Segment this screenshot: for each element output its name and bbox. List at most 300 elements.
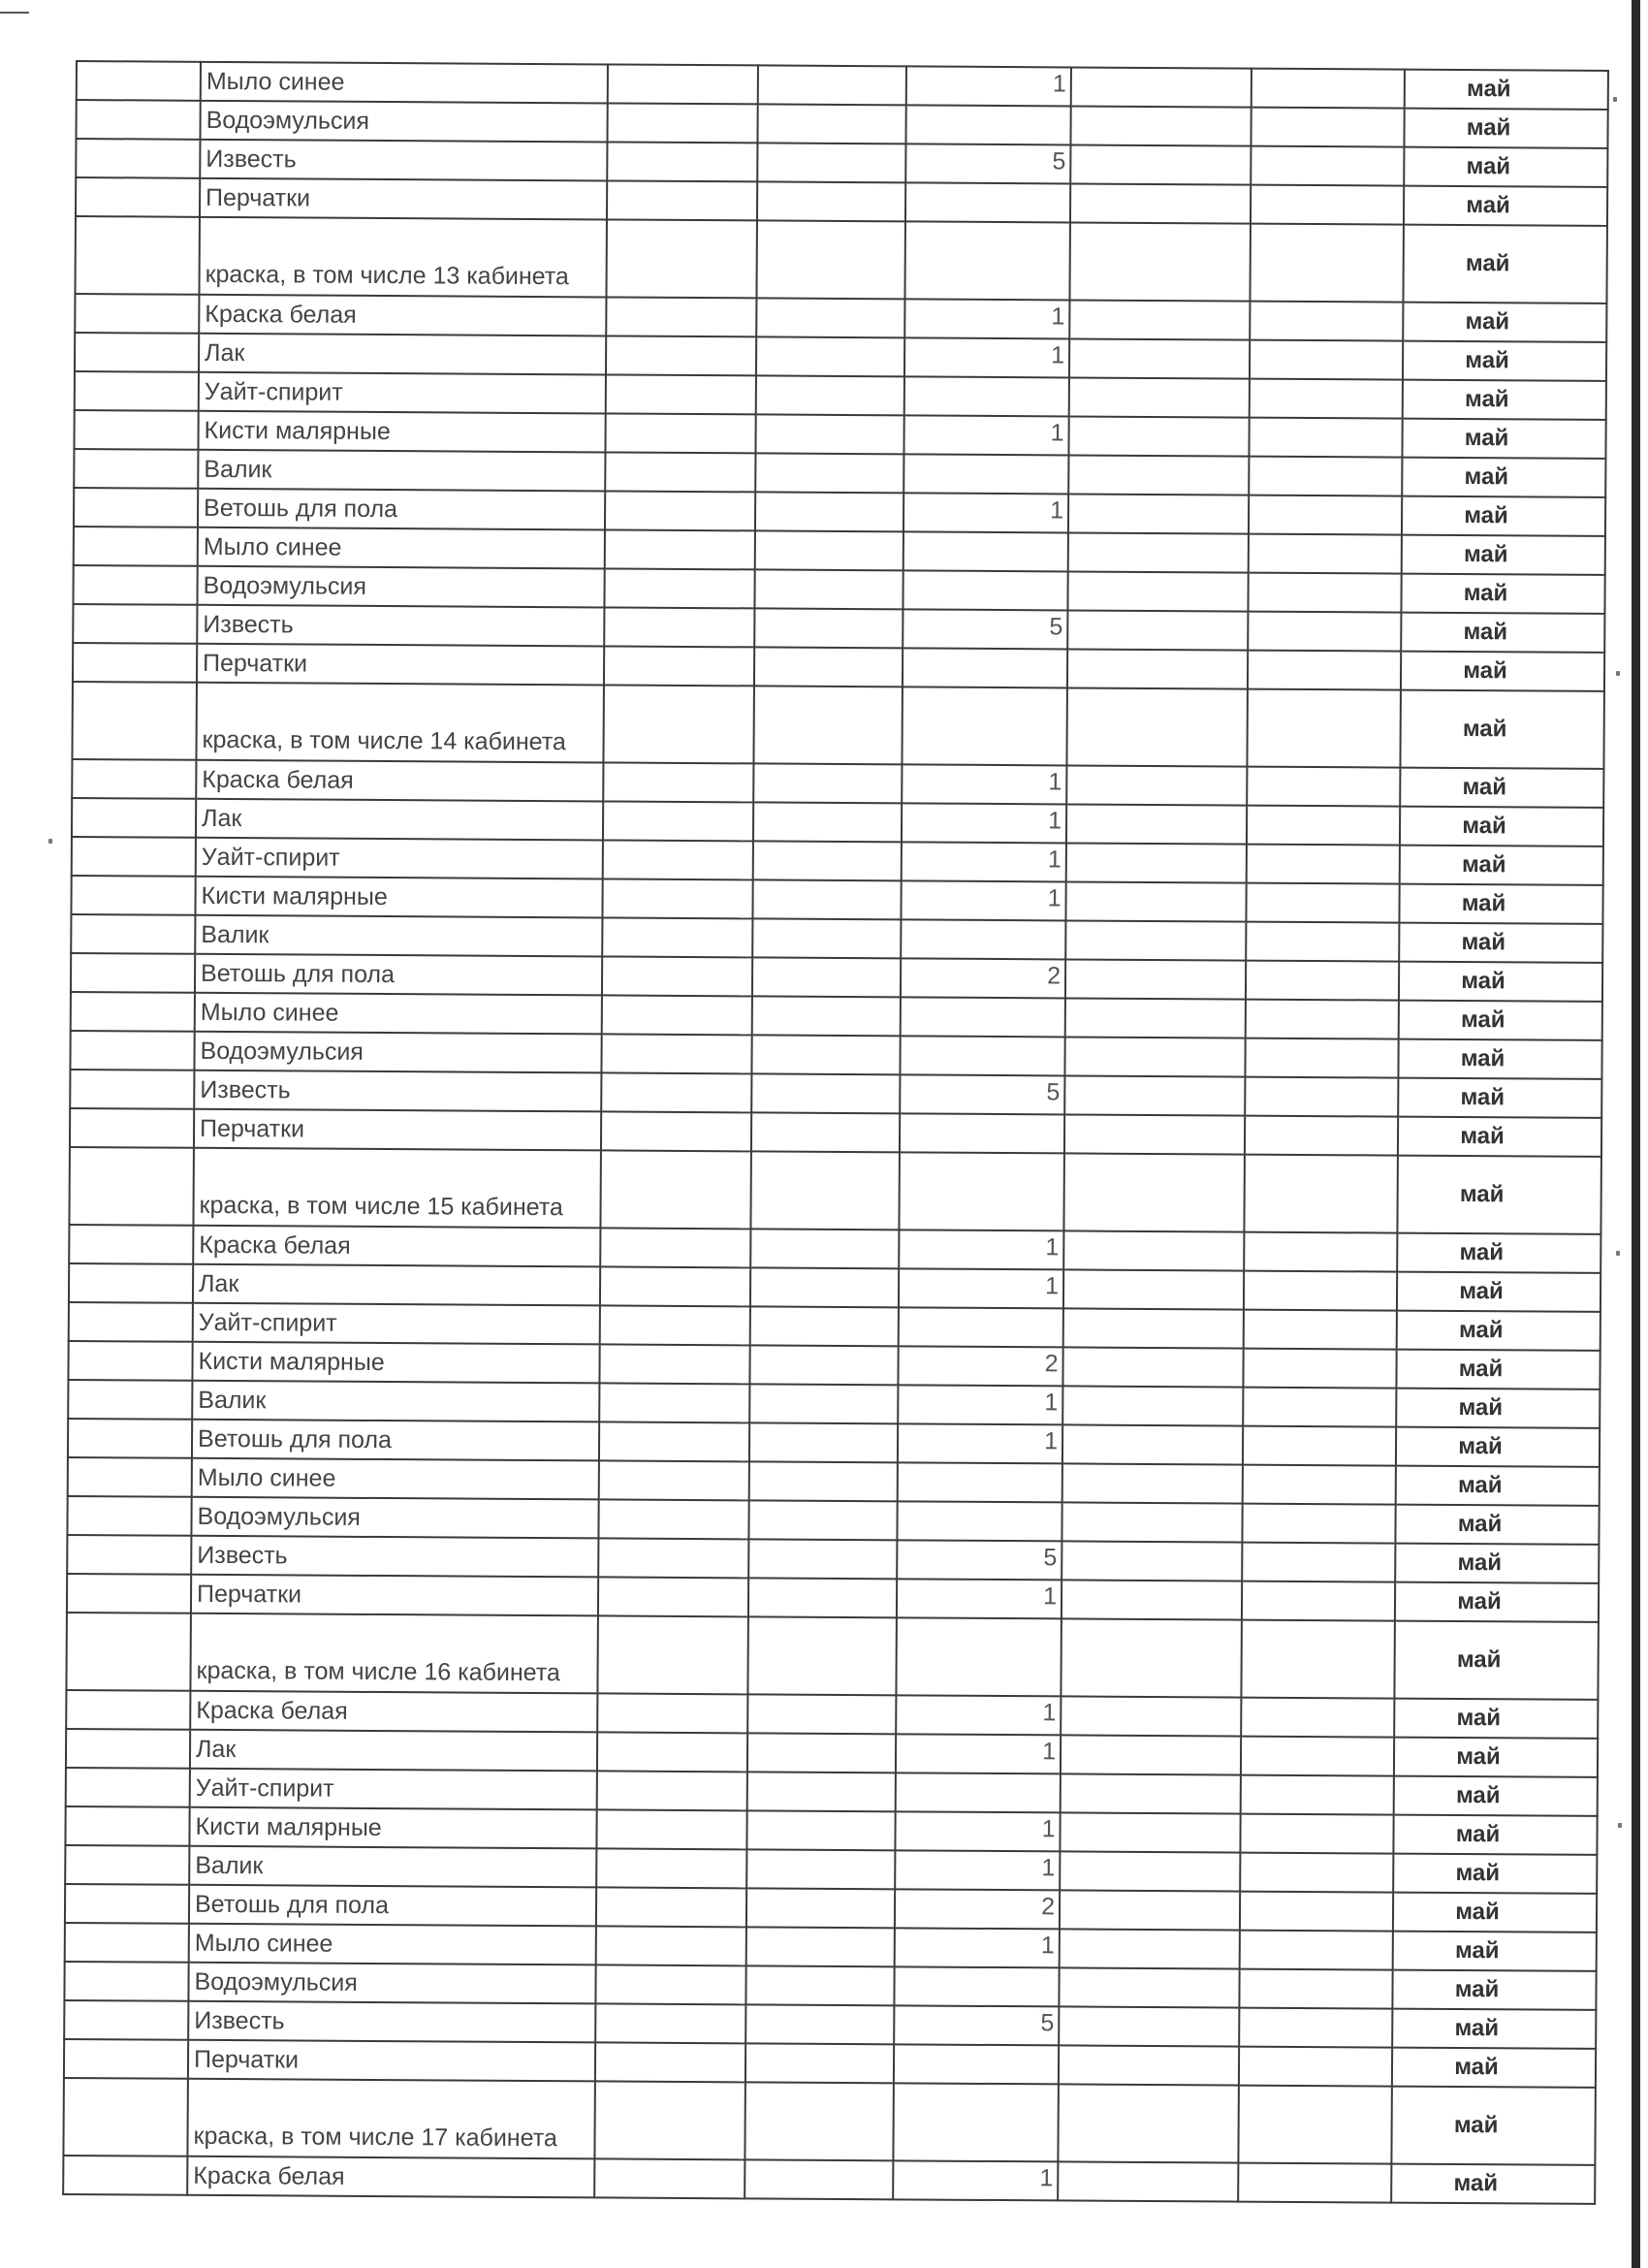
month-cell: май <box>1396 1389 1600 1428</box>
item-name-cell: Краска белая <box>190 1691 597 1733</box>
month-cell: май <box>1401 613 1604 653</box>
empty-cell <box>1246 883 1399 923</box>
quantity-cell <box>894 2044 1059 2084</box>
month-cell: май <box>1405 70 1608 110</box>
empty-cell <box>1066 765 1247 805</box>
month-cell: май <box>1403 380 1606 420</box>
item-name-cell: Уайт-спирит <box>196 838 603 879</box>
empty-cell <box>1060 1851 1240 1891</box>
month-cell: май <box>1393 1854 1597 1894</box>
table-row <box>72 682 1603 769</box>
empty-cell <box>599 1460 749 1500</box>
empty-cell <box>596 1848 746 1888</box>
empty-cell <box>1244 1271 1397 1311</box>
number-cell <box>72 798 196 838</box>
empty-cell <box>594 2081 745 2159</box>
empty-cell <box>747 1616 896 1695</box>
empty-cell <box>1241 1620 1394 1699</box>
empty-cell <box>745 2159 893 2199</box>
empty-cell <box>750 1267 899 1307</box>
empty-cell <box>755 453 903 493</box>
month-cell: май <box>1398 1039 1601 1079</box>
item-name-cell: Водоэмульсия <box>194 1032 601 1073</box>
month-cell: май <box>1403 225 1606 303</box>
empty-cell <box>1240 1892 1393 1932</box>
empty-cell <box>1062 1463 1243 1503</box>
empty-cell <box>606 297 756 336</box>
number-cell <box>68 1341 192 1381</box>
quantity-cell: 2 <box>895 1889 1060 1929</box>
empty-cell <box>1061 1696 1241 1736</box>
item-name-cell: Краска белая <box>196 760 603 802</box>
number-cell <box>65 1845 189 1885</box>
number-cell <box>72 759 196 799</box>
number-cell <box>69 1147 194 1226</box>
empty-cell <box>605 529 755 569</box>
empty-cell <box>1243 1465 1396 1505</box>
empty-cell <box>1063 1153 1244 1231</box>
number-cell <box>63 2078 188 2156</box>
month-cell: май <box>1395 1582 1599 1622</box>
item-name-cell: Валик <box>192 1381 599 1422</box>
table-row <box>69 1147 1600 1234</box>
month-cell: май <box>1392 1970 1596 2010</box>
number-cell <box>70 1108 194 1148</box>
empty-cell <box>594 2158 745 2198</box>
empty-cell <box>1062 1386 1243 1425</box>
empty-cell <box>1069 222 1250 301</box>
empty-cell <box>1244 1310 1397 1350</box>
month-cell: май <box>1404 109 1607 148</box>
empty-cell <box>1240 1931 1393 1970</box>
number-cell <box>76 139 200 178</box>
quantity-cell <box>903 570 1067 610</box>
quantity-cell: 1 <box>899 1268 1063 1308</box>
number-cell <box>67 1535 191 1575</box>
quantity-cell <box>901 997 1065 1037</box>
empty-cell <box>603 685 753 763</box>
empty-cell <box>1071 67 1252 107</box>
empty-cell <box>1068 455 1249 495</box>
empty-cell <box>1247 806 1400 846</box>
empty-cell <box>1249 534 1402 574</box>
item-name-cell: Мыло синее <box>198 527 605 569</box>
empty-cell <box>1251 185 1404 225</box>
empty-cell <box>1066 804 1247 844</box>
empty-cell <box>754 608 903 648</box>
empty-cell <box>1246 922 1399 962</box>
empty-cell <box>746 1888 895 1928</box>
number-cell <box>65 1884 189 1924</box>
empty-cell <box>745 2043 894 2083</box>
month-cell: май <box>1400 768 1603 808</box>
empty-cell <box>1241 1698 1394 1738</box>
item-name-cell: Краска белая <box>187 2156 594 2198</box>
number-cell <box>71 992 195 1032</box>
empty-cell <box>1242 1543 1395 1582</box>
item-name-cell: Перчатки <box>188 2040 595 2082</box>
empty-cell <box>598 1577 748 1616</box>
empty-cell <box>754 569 903 609</box>
quantity-cell <box>894 1966 1059 2006</box>
empty-cell <box>607 180 757 220</box>
month-cell: май <box>1398 1078 1601 1118</box>
quantity-cell: 1 <box>898 1423 1062 1463</box>
number-cell <box>63 2156 187 2195</box>
empty-cell <box>595 1965 745 2004</box>
number-cell <box>71 876 195 915</box>
number-cell <box>74 449 198 489</box>
empty-cell <box>1250 379 1403 419</box>
number-cell <box>76 177 200 217</box>
item-name-cell: Водоэмульсия <box>200 101 607 143</box>
item-name-cell: Мыло синее <box>189 1924 596 1965</box>
empty-cell <box>600 1266 750 1306</box>
empty-cell <box>1241 1737 1394 1776</box>
quantity-cell: 1 <box>901 880 1065 920</box>
empty-cell <box>1242 1504 1395 1544</box>
empty-cell <box>1062 1502 1242 1542</box>
empty-cell <box>752 918 901 958</box>
month-cell: май <box>1402 419 1605 459</box>
empty-cell <box>601 1111 751 1151</box>
quantity-cell: 1 <box>896 1695 1061 1735</box>
month-cell: май <box>1396 1466 1600 1506</box>
empty-cell <box>1061 1735 1241 1774</box>
empty-cell <box>746 1849 895 1889</box>
month-cell: май <box>1394 1776 1598 1816</box>
quantity-cell: 1 <box>896 1734 1061 1773</box>
month-cell: май <box>1399 923 1602 963</box>
materials-sheet <box>62 60 1607 2205</box>
empty-cell <box>745 2082 893 2160</box>
quantity-cell: 2 <box>901 958 1065 998</box>
month-cell: май <box>1398 1117 1601 1157</box>
empty-cell <box>1238 2086 1391 2164</box>
quantity-cell <box>899 1152 1063 1230</box>
quantity-cell <box>896 1617 1061 1696</box>
materials-table <box>62 60 1609 2205</box>
quantity-cell: 5 <box>905 144 1070 183</box>
number-cell <box>72 837 196 877</box>
number-cell <box>69 1225 193 1264</box>
empty-cell <box>752 957 901 997</box>
quantity-cell: 1 <box>895 1928 1060 1967</box>
quantity-cell <box>901 919 1065 959</box>
quantity-cell <box>898 1462 1062 1502</box>
month-cell: май <box>1402 458 1605 497</box>
month-cell: май <box>1395 1544 1599 1583</box>
item-name-cell: краска, в том числе 15 кабинета <box>193 1148 600 1229</box>
month-cell: май <box>1397 1311 1600 1351</box>
item-name-cell: Известь <box>200 140 607 181</box>
empty-cell <box>1239 2047 1392 2087</box>
empty-cell <box>1062 1580 1242 1619</box>
item-name-cell: Ветошь для пола <box>192 1420 599 1461</box>
empty-cell <box>1065 881 1246 921</box>
quantity-cell <box>893 2083 1058 2161</box>
month-cell: май <box>1396 1350 1600 1390</box>
empty-cell <box>757 104 905 144</box>
quantity-cell: 1 <box>895 1811 1060 1851</box>
number-cell <box>72 682 197 760</box>
quantity-cell: 5 <box>897 1540 1062 1580</box>
empty-cell <box>1249 418 1402 458</box>
empty-cell <box>745 2004 894 2044</box>
month-cell: май <box>1404 147 1607 187</box>
empty-cell <box>1061 1773 1241 1813</box>
quantity-cell <box>905 182 1070 222</box>
item-name-cell: Водоэмульсия <box>188 1963 595 2004</box>
empty-cell <box>1241 1775 1394 1815</box>
empty-cell <box>1059 2006 1239 2046</box>
number-cell <box>75 371 199 411</box>
empty-cell <box>600 1150 750 1229</box>
number-cell <box>66 1729 190 1769</box>
empty-cell <box>1251 146 1404 186</box>
item-name-cell: Краска белая <box>199 295 606 336</box>
empty-cell <box>597 1693 747 1733</box>
month-cell: май <box>1397 1233 1600 1273</box>
month-cell: май <box>1391 2164 1595 2204</box>
quantity-cell: 1 <box>903 493 1068 532</box>
empty-cell <box>750 1229 899 1268</box>
number-cell <box>65 1923 189 1963</box>
empty-cell <box>757 181 905 221</box>
empty-cell <box>602 995 752 1035</box>
empty-cell <box>1240 1814 1393 1854</box>
empty-cell <box>604 568 754 608</box>
empty-cell <box>1248 612 1401 652</box>
quantity-cell <box>903 531 1068 571</box>
scan-speck <box>1616 1251 1620 1256</box>
number-cell <box>75 294 199 334</box>
empty-cell <box>1249 457 1402 496</box>
empty-cell <box>595 2003 745 2043</box>
empty-cell <box>1064 1037 1245 1076</box>
number-cell <box>66 1768 190 1807</box>
empty-cell <box>1246 961 1399 1001</box>
empty-cell <box>1242 1581 1395 1621</box>
quantity-cell: 1 <box>902 803 1066 843</box>
quantity-cell: 5 <box>900 1074 1064 1114</box>
number-cell <box>73 604 197 644</box>
item-name-cell: Лак <box>193 1264 600 1306</box>
item-name-cell: Известь <box>194 1070 601 1112</box>
empty-cell <box>1240 1853 1393 1893</box>
empty-cell <box>1066 687 1247 766</box>
empty-cell <box>606 374 756 414</box>
empty-cell <box>600 1305 750 1345</box>
empty-cell <box>1060 1929 1240 1968</box>
empty-cell <box>1058 2161 1238 2201</box>
empty-cell <box>601 1072 751 1112</box>
empty-cell <box>1248 573 1401 613</box>
month-cell: май <box>1396 1427 1600 1467</box>
quantity-cell: 1 <box>904 299 1069 338</box>
empty-cell <box>1243 1349 1396 1389</box>
empty-cell <box>1239 1969 1392 2009</box>
empty-cell <box>1068 416 1249 456</box>
empty-cell <box>597 1732 747 1772</box>
empty-cell <box>596 1887 746 1927</box>
month-cell: май <box>1394 1738 1598 1777</box>
empty-cell <box>1069 377 1250 417</box>
empty-cell <box>749 1461 898 1501</box>
empty-cell <box>599 1421 749 1461</box>
empty-cell <box>1244 1155 1397 1233</box>
empty-cell <box>753 802 902 842</box>
empty-cell <box>1065 959 1246 999</box>
item-name-cell: Известь <box>197 605 604 647</box>
empty-cell <box>753 841 902 880</box>
empty-cell <box>1250 340 1403 380</box>
empty-cell <box>756 298 904 337</box>
empty-cell <box>1069 300 1250 339</box>
empty-cell <box>1060 1890 1240 1930</box>
empty-cell <box>601 1034 751 1073</box>
empty-cell <box>1064 1075 1245 1115</box>
month-cell: май <box>1391 2087 1595 2165</box>
quantity-cell <box>904 221 1069 300</box>
empty-cell <box>1247 845 1400 884</box>
empty-cell <box>604 646 754 686</box>
empty-cell <box>605 452 755 492</box>
month-cell: май <box>1397 1156 1600 1234</box>
empty-cell <box>1062 1347 1243 1387</box>
quantity-cell: 5 <box>903 609 1067 649</box>
item-name-cell: Уайт-спирит <box>190 1769 597 1810</box>
item-name-cell: Уайт-спирит <box>193 1303 600 1345</box>
empty-cell <box>599 1344 749 1384</box>
empty-cell <box>1061 1618 1241 1697</box>
number-cell <box>68 1380 192 1420</box>
empty-cell <box>1239 2008 1392 2048</box>
empty-cell <box>748 1578 897 1617</box>
item-name-cell: Мыло синее <box>195 993 602 1035</box>
empty-cell <box>1059 1967 1239 2007</box>
month-cell: май <box>1392 2009 1596 2049</box>
empty-cell <box>1058 2084 1238 2162</box>
empty-cell <box>1251 108 1404 147</box>
empty-cell <box>1063 1269 1244 1309</box>
empty-cell <box>596 1926 746 1965</box>
number-cell <box>74 527 198 566</box>
item-name-cell: Перчатки <box>194 1109 601 1151</box>
empty-cell <box>748 1500 897 1540</box>
number-cell <box>64 2039 188 2079</box>
month-cell: май <box>1394 1699 1598 1739</box>
empty-cell <box>1062 1541 1242 1581</box>
empty-cell <box>1250 302 1403 341</box>
empty-cell <box>1238 2163 1391 2203</box>
empty-cell <box>1250 224 1403 303</box>
month-cell: май <box>1404 186 1607 226</box>
empty-cell <box>1247 767 1400 807</box>
scan-speck <box>1613 97 1617 102</box>
empty-cell <box>749 1345 898 1385</box>
scan-speck <box>1616 671 1620 676</box>
quantity-cell <box>899 1307 1063 1347</box>
empty-cell <box>597 1615 747 1694</box>
empty-cell <box>753 763 902 803</box>
empty-cell <box>751 1035 900 1074</box>
empty-cell <box>748 1539 897 1579</box>
empty-cell <box>598 1499 748 1539</box>
number-cell <box>68 1457 192 1497</box>
item-name-cell: Валик <box>189 1846 596 1888</box>
empty-cell <box>1062 1424 1243 1464</box>
item-name-cell: Краска белая <box>193 1226 600 1267</box>
item-name-cell: Мыло синее <box>192 1458 599 1500</box>
empty-cell <box>752 996 901 1036</box>
empty-cell <box>606 219 756 298</box>
quantity-cell: 1 <box>898 1385 1062 1424</box>
item-name-cell: Лак <box>190 1730 597 1772</box>
number-cell <box>71 953 195 993</box>
empty-cell <box>1070 106 1251 145</box>
item-name-cell: Валик <box>195 915 602 957</box>
table-row <box>66 1613 1598 1700</box>
quantity-cell: 1 <box>897 1579 1062 1618</box>
quantity-cell: 1 <box>906 66 1071 106</box>
empty-cell <box>607 103 757 143</box>
number-cell <box>68 1419 192 1458</box>
quantity-cell <box>903 454 1068 494</box>
number-cell <box>71 914 195 954</box>
empty-cell <box>1243 1426 1396 1466</box>
empty-cell <box>605 413 755 453</box>
empty-cell <box>758 65 906 105</box>
scan-corner-mark <box>0 12 29 14</box>
quantity-cell <box>904 376 1069 416</box>
empty-cell <box>747 1772 896 1811</box>
number-cell <box>65 1806 189 1846</box>
item-name-cell: Кисти малярные <box>189 1807 596 1849</box>
empty-cell <box>751 1112 900 1152</box>
empty-cell <box>598 1538 748 1578</box>
month-cell: май <box>1400 807 1603 847</box>
quantity-cell: 1 <box>904 337 1069 377</box>
empty-cell <box>600 1228 750 1267</box>
number-cell <box>66 1690 190 1730</box>
quantity-cell: 5 <box>894 2005 1059 2045</box>
empty-cell <box>1245 1038 1398 1078</box>
month-cell: май <box>1402 496 1605 536</box>
empty-cell <box>597 1771 747 1810</box>
item-name-cell: Кисти малярные <box>195 877 602 918</box>
month-cell: май <box>1400 846 1603 885</box>
empty-cell <box>755 530 903 570</box>
number-cell <box>64 1962 188 2001</box>
number-cell <box>70 1031 194 1070</box>
item-name-cell: Перчатки <box>200 178 607 220</box>
empty-cell <box>1066 843 1247 882</box>
table-row <box>75 216 1606 303</box>
number-cell <box>69 1302 193 1342</box>
quantity-cell <box>902 687 1066 765</box>
quantity-cell <box>903 648 1067 687</box>
month-cell: май <box>1403 341 1606 381</box>
empty-cell <box>750 1306 899 1346</box>
empty-cell <box>746 1927 895 1966</box>
empty-cell <box>606 335 756 375</box>
empty-cell <box>602 956 752 996</box>
item-name-cell: Известь <box>188 2001 595 2043</box>
empty-cell <box>1067 571 1248 611</box>
item-name-cell: краска, в том числе 13 кабинета <box>199 217 606 298</box>
empty-cell <box>1243 1388 1396 1427</box>
